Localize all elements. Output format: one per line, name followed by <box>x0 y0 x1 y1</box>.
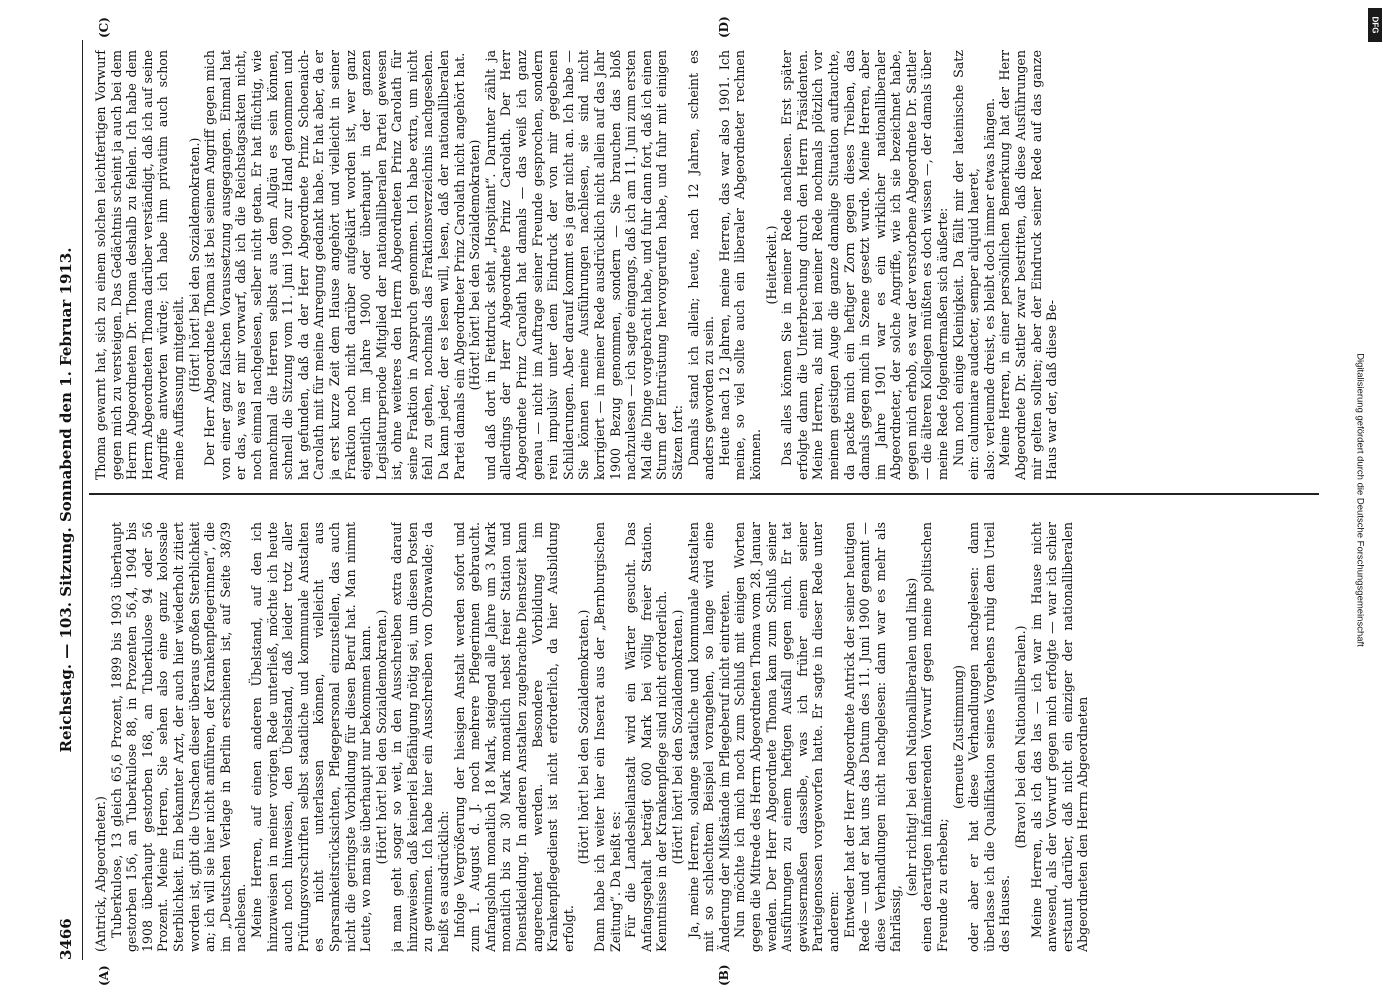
paragraph: einen derartigen infamierenden Vorwurf gegen meine politischen Freunde zu erheben; <box>919 522 951 952</box>
paragraph: Für die Landesheilanstalt wird ein Wärter gesucht. Das Anfangsgehalt beträgt 600 Mark bei völlig freier Station. Kenntnisse in der Krankenpflege sind nicht erforderlich. <box>623 522 670 952</box>
paragraph: also: verleumde dreist, es bleibt doch immer etwas hängen. <box>981 97 997 480</box>
margin-marker-c: (C) <box>97 17 111 38</box>
digitization-note-text: Digitalisierung gefördert durch die Deutsche Forschungsgemeinschaft <box>1354 353 1366 647</box>
paragraph: Meine Herren, auf einen anderen Übelstand, auf den ich hinzuweisen in meiner vorigen Rede unterließ, möchte ich heute auch noch hinweisen, den Übelstand, daß leider trotz aller Prüfungsvorschriften selbst staatliche und kommunale Anstalten es nicht unterlassen können, vielleicht aus Sparsamkeitsrücksichten, Pflegepersonal einzustellen, das auch nicht die geringste Vorbildung für diesen Beruf hat. Man nimmt Leute, wo man sie überhaupt nur bekommen kann. <box>248 522 374 952</box>
paragraph: Thoma gewarnt hat, sich zu einem solchen leichtfertigen Vorwurf gegen mich zu versteigen. Das Gedächtnis scheint ja auch bei dem Herrn Abgeordneten Dr. Thoma deshalb zu fehlen. Ich habe dem Herrn Abgeordneten Thoma darüber verständigt, daß ich auf seine Angriffe antworten würde; ich habe ihm privatim auch schon meine Auffassung mitgeteilt. <box>93 50 186 480</box>
paragraph: Nun noch einige Kleinigkeit. Da fällt mir der lateinische Satz ein: calumniare audacter, semper aliquid haeret, <box>950 50 982 480</box>
page-title: Reichstag. — 103. Sitzung. Sonnabend den 1. Februar 1913. <box>57 247 75 753</box>
margin-marker-d: (D) <box>717 16 731 38</box>
paragraph: Das alles können Sie in meiner Rede nachlesen. Erst später erfolgte dann die Unterbrechung durch den Herrn Präsidenten. Meine Herren, als mit bei meiner Rede nochmals plötzlich vor meinem geistigen Auge die ganze damalige Situation auftauchte, da packte mich ein heftiger Zorn gegen dieses Treiben, das damals gegen mich in Szene gesetzt wurde. Meine Herren, aber im Jahre 1901 war es ein wirklicher nationalliberaler Abgeordneter, der solche Angriffe, wie ich sie bezeichnet habe, gegen mich erhob, es war der verstorbene Abgeordnete Dr. Sattler — die älteren Kollegen müßten es doch wissen —, der damals über meine Rede folgendermaßen sich äußerte: <box>779 50 951 480</box>
paragraph: Damals stand ich allein; heute, nach 12 Jahren, scheint es anders geworden zu sein. <box>685 50 717 480</box>
column-divider <box>89 493 1319 495</box>
rotated-page <box>45 0 1345 1000</box>
paragraph: und daß dort in Fettdruck steht „Hospitant“. Darunter zählt ja allerdings der Herr Abgeordnete Prinz Carolath. Der Herr Abgeordnete Prinz Carolath hat damals — das weiß ich ganz genau — nicht im Auftrage seiner Freunde gesprochen, sondern rein impulsiv unter dem Eindruck der von mir gegebenen Schilderungen. Aber darauf kommt es ja gar nicht an. Ich habe — Sie können meine Ausführungen nachlesen, sie sind nicht korrigiert — in meiner Rede ausdrücklich nicht allein auf das Jahr 1900 Bezug genommen, sondern — Sie brauchen das bloß nachzulesen — ich sagte eingangs, daß ich am 11. Juni zum ersten Mal die Dinge vorgebracht habe, und fuhr dann fort, daß ich einen Sturm der Entrüstung hervorgerufen habe, und fuhr mit einigen Sätzen fort: <box>482 50 685 480</box>
paragraph: Ja, meine Herren, solange staatliche und kommunale Anstalten mit so schlechtem Beispiel vorangehen, so lange wird eine Änderung der Mißstände im Pflegeberuf nicht eintreten. <box>685 522 732 952</box>
paragraph: oder aber er hat diese Verhandlungen nachgelesen: dann überlasse ich die Qualifikation seines Vorgehens ruhig dem Urteil des Hauses. <box>966 522 1013 952</box>
paragraph: (Hört! hört! bei den Sozialdemokraten.) <box>669 609 685 865</box>
paragraph: Dann habe ich weiter hier ein Inserat aus der „Bernburgischen Zeitung“. Da heißt es: <box>592 522 623 952</box>
paragraph: (Hört! hört! bei den Sozialdemokraten.) <box>186 137 202 393</box>
paragraph: Infolge Vergrößerung der hiesigen Anstalt werden sofort und zum 1. August d. J. noch mehrere Pflegerinnen gebraucht. Anfangslohn monatlich 18 Mark, steigend alle Jahre um 3 Mark monatlich bis zu 30 Mark monatlich nebst freier Station und Dienstkleidung. In anderen Anstalten zugebrachte Dienstzeit kann angerechnet werden. Besondere Vorbildung im Krankenpflegedienst ist nicht erforderlich, da hier Ausbildung erfolgt. <box>451 522 576 952</box>
paragraph: Nun möchte ich mich noch zum Schluß mit einigen Worten gegen die Mitrede des Herrn Abgeordneten Thoma vom 28. Januar wenden. Der Herr Abgeordnete Thoma kam zum Schluß seiner Ausführungen zu einem heftigen Ausfall gegen mich. Er tat gewissermaßen dasselbe, was ich früher einem seiner Parteigenossen vorgeworfen hatte. Er sagte in dieser Rede unter anderem: <box>732 522 841 952</box>
paragraph: (Antrick, Abgeordneter.) <box>93 796 108 952</box>
right-column <box>93 50 1303 480</box>
paragraph: Entweder hat der Herr Abgeordnete Antrick der seiner heutigen Rede — und er hat uns das Datum des 11. Juni 1900 genannt — diese Verhandlungen nicht nachgelesen: dann war es mehr als fahrlässig, <box>841 522 904 952</box>
paragraph: (Hört! hört! bei den Sozialdemokraten) <box>467 139 483 391</box>
newspaper-page <box>45 0 1345 1000</box>
header-rule <box>82 40 83 960</box>
digitization-note <box>1346 50 1374 950</box>
paragraph: Meine Herren, als ich das las — ich war im Hause nicht anwesend, als der Vorwurf gegen mich erfolgte — war ich schier erstaunt darüber, daß nicht ein einziger der nationalliberalen Abgeordneten den Herrn Abgeordneten <box>1028 522 1091 952</box>
paragraph: (Heiterkeit.) <box>763 225 779 305</box>
paragraph: Der Herr Abgeordnete Thoma ist bei seinem Angriff gegen mich von einer ganz falschen Voraussetzung ausgegangen. Einmal hat er das, was er mir vorwarf, daß ich die Reichstagsakten nicht, noch einmal nachgelesen, selber nicht getan. Er hat flüchtig, wie manchmal die Herren selbst aus dem Allgäu es sein können, schnell die Sitzung vom 11. Juni 1900 zur Hand genommen und hat gefunden, daß da der Herr Abgeordnete Prinz Schoenaich-Carolath mit für meine Anregung gedankt habe. Er hat aber, da er ja erst kurze Zeit dem Hause angehört und vielleicht in seiner Fraktion noch nicht darüber aufgeklärt worden ist, wer ganz eigentlich im Jahre 1900 oder überhaupt in der ganzen Legislaturperiode Mitglied der nationalliberalen Partei gewesen ist, ohne weiteres den Herrn Abgeordneten Prinz Carolath für seine Fraktion in Anspruch genommen. Ich habe extra, um nicht fehl zu gehen, nochmals das Fraktionsverzeichnis nachgesehen. Da kann jeder, der es lesen will, lesen, daß der nationalliberalen Partei damals ein Abgeordneter Prinz Carolath nicht angehört hat. <box>202 50 467 480</box>
paragraph: Heute nach 12 Jahren, meine Herren, das war also 1901. Ich meine, so viel sollte auch ein liberaler Abgeordneter rechnen können. <box>716 50 763 480</box>
page-number: 3466 <box>57 918 75 960</box>
margin-marker-a: (A) <box>97 965 111 986</box>
paragraph: (Hört! hört! bei den Sozialdemokraten.) <box>576 609 592 865</box>
paragraph: Meine Herren, in einer persönlichen Bemerkung hat der Herr Abgeordnete Dr. Sattler zwar bestritten, daß diese Ausführungen mir gelten sollten; aber der Eindruck seiner Rede auf das ganze Haus war der, daß diese Be- <box>997 50 1060 480</box>
dfg-logo <box>1368 8 1382 42</box>
left-column <box>93 522 1303 952</box>
paragraph: ja man geht sogar so weit, in den Ausschreiben extra darauf hinzuweisen, daß keinerlei Befähigung nötig sei, um diesen Posten zu gewinnen. Ich habe hier ein Ausschreiben von Obrawalde; da heißt es ausdrücklich: <box>389 522 452 952</box>
paragraph: Tuberkulose, 13 gleich 65,6 Prozent, 1899 bis 1903 überhaupt gestorben 156, an Tuberkulose 88, in Prozenten 56,4, 1904 bis 1908 überhaupt gestorben 168, an Tuberkulose 94 oder 56 Prozent. Meine Herren, Sie sehen also eine ganz kolossale Sterblichkeit. Ein bekannter Arzt, der auch hier wiederholt zitiert worden ist, gibt die Ursachen dieser überaus großen Sterblichkeit an; ich will sie hier nicht anführen, der Krankenpflegerinnen“, die im „Deutschen Verlage in Berlin erschienen ist, auf Seite 38/39 nachlesen. <box>108 522 249 952</box>
margin-marker-b: (B) <box>717 964 731 986</box>
paragraph: (Hört! hört! bei den Sozialdemokraten.) <box>373 609 389 865</box>
dfg-logo-text: DFG <box>1370 16 1380 34</box>
paragraph: (erneute Zustimmung) <box>950 664 966 810</box>
paragraph: (sehr richtig! bei den Nationalliberalen und links) <box>903 577 919 897</box>
paragraph: (Bravo! bei den Nationalliberalen.) <box>1013 625 1029 849</box>
page-header <box>57 40 81 960</box>
